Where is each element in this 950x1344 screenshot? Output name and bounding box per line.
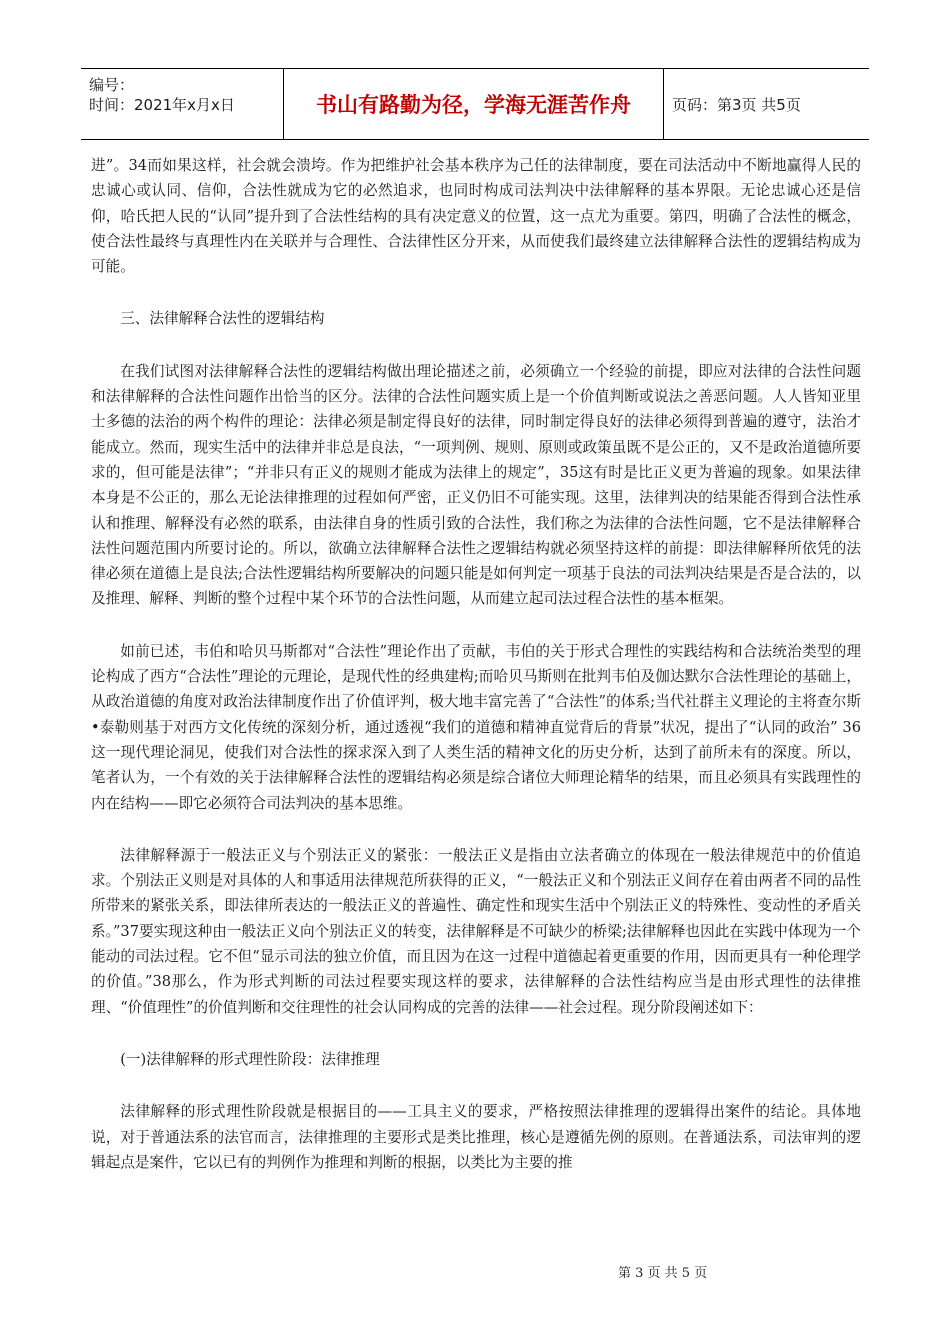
- header-motto: 书山有路勤为径，学海无涯苦作舟: [284, 69, 664, 139]
- body-paragraph: 在我们试图对法律解释合法性的逻辑结构做出理论描述之前，必须确立一个经验的前提，即应对法律的合法性问题和法律解释的合法性问题作出恰当的区分。法律的合法性问题实质上是一个价值判断或说法之善恶问题。人人皆知亚里士多德的法治的两个构件的理论：法律必须是制定得良好的法律，同时制定得良好的法律必须得到普遍的遵守，法治才能成立。然而，现实生活中的法律并非总是良法，“一项判例、规则、原则或政策虽既不是公正的，又不是政治道德所要求的，但可能是法律”；“并非只有正义的规则才能成为法律上的规定”，35这有时是比正义更为普遍的现象。如果法律本身是不公正的，那么无论法律推理的过程如何严密，正义仍旧不可能实现。这里，法律判决的结果能否得到合法性承认和推理、解释没有必然的联系，由法律自身的性质引致的合法性，我们称之为法律的合法性问题，它不是法律解释合法性问题范围内所要讨论的。所以，欲确立法律解释合法性之逻辑结构就必须坚持这样的前提：即法律解释所依凭的法律必须在道德上是良法;合法性逻辑结构所要解决的问题只能是如何判定一项基于良法的司法判决结果是否是合法的，以及推理、解释、判断的整个过程中某个环节的合法性问题，从而建立起司法过程合法性的基本框架。: [91, 362, 861, 608]
- page-footer: 第 3 页 共 5 页: [618, 1266, 708, 1281]
- header-meta: [81, 69, 284, 139]
- subsection-heading: (一)法律解释的形式理性阶段：法律推理: [120, 1050, 380, 1068]
- body-paragraph: 法律解释源于一般法正义与个别法正义的紧张：一般法正义是指由立法者确立的体现在一般法律规范中的价值追求。个别法正义则是对具体的人和事适用法律规范所获得的正义，“一般法正义和个别法正义间存在着由两者不同的品性所带来的紧张关系，即法律所表达的一般法正义的普遍性、确定性和现实生活中个别法正义的特殊性、变动性的矛盾关系。”37要实现这种由一般法正义向个别法正义的转变，法律解释是不可缺少的桥梁;法律解释也因此在实践中体现为一个能动的司法过程。它不但“显示司法的独立价值，而且因为在这一过程中道德起着更重要的作用，因而更具有一种伦理学的价值。”38那么，作为形式判断的司法过程要实现这样的要求，法律解释的合法性结构应当是由形式理性的法律推理、“价值理性”的价值判断和交往理性的社会认同构成的完善的法律——社会过程。现分阶段阐述如下：: [91, 846, 861, 1016]
- body-paragraph: 如前已述，韦伯和哈贝马斯都对“合法性”理论作出了贡献，韦伯的关于形式合理性的实践结构和合法统治类型的理论构成了西方“合法性”理论的元理论，是现代性的经典建构;而哈贝马斯则在批判韦伯及伽达默尔合法性理论的基础上，从政治道德的角度对政治法律制度作出了价值评判，极大地丰富完善了“合法性”的体系;当代社群主义理论的主将查尔斯•泰勒则基于对西方文化传统的深刻分析，通过透视“我们的道德和精神直觉背后的背景”状况，提出了“认同的政治” 36这一现代理论洞见，使我们对合法性的探求深入到了人类生活的精神文化的历史分析，达到了前所未有的深度。所以，笔者认为，一个有效的关于法律解释合法性的逻辑结构必须是综合诸位大师理论精华的结果，而且必须具有实践理性的内在结构——即它必须符合司法判决的基本思维。: [91, 642, 861, 812]
- page-header: [81, 68, 869, 140]
- section-heading: 三、法律解释合法性的逻辑结构: [120, 310, 325, 328]
- body-paragraph: 进”。34而如果这样，社会就会溃垮。作为把维护社会基本秩序为己任的法律制度，要在司法活动中不断地赢得人民的忠诚心或认同、信仰，合法性就成为它的必然追求，也同时构成司法判决中法律解释的基本界限。无论忠诚心还是信仰，哈氏把人民的“认同”提升到了合法性结构的具有决定意义的位置，这一点尤为重要。第四，明确了合法性的概念，使合法性最终与真理性内在关联并与合理性、合法律性区分开来，从而使我们最终建立法律解释合法性的逻辑结构成为可能。: [91, 157, 861, 276]
- header-page-label: 页码：第3页 共5页: [672, 95, 801, 114]
- document-body: [91, 153, 861, 1175]
- document-number-label: 编号：: [89, 76, 135, 94]
- document-date-label: 时间：2021年x月x日: [89, 96, 235, 114]
- body-paragraph: 法律解释的形式理性阶段就是根据目的——工具主义的要求，严格按照法律推理的逻辑得出案件的结论。具体地说，对于普通法系的法官而言，法律推理的主要形式是类比推理，核心是遵循先例的原则。在普通法系，司法审判的逻辑起点是案件，它以已有的判例作为推理和判断的根据，以类比为主要的推: [91, 1103, 861, 1171]
